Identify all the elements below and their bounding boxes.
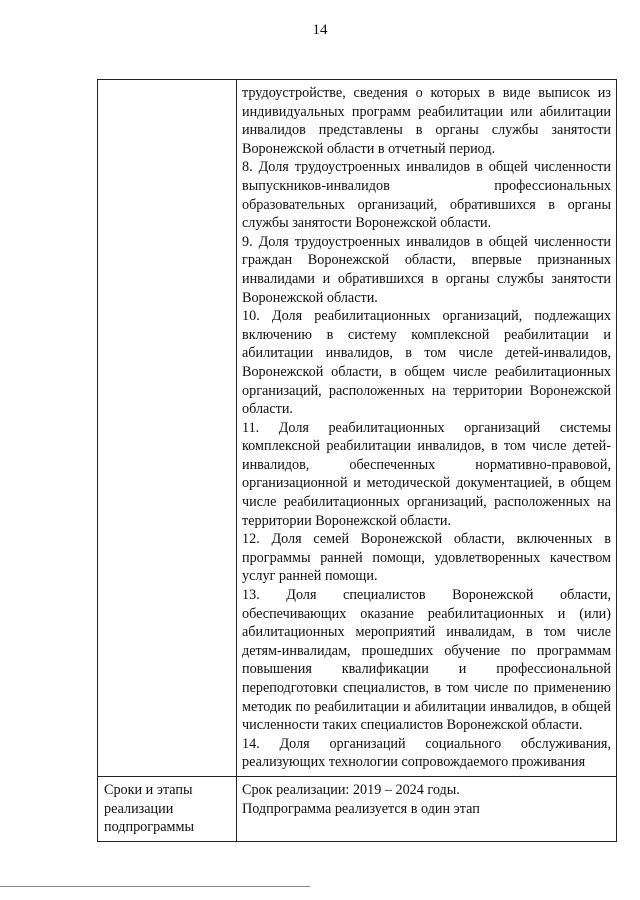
indicator-item: 8. Доля трудоустроенных инвалидов в общей численности выпускников-инвалидов профессиональных образовательных организаций, обратившихся в органы службы занятости Воронежской области. <box>242 159 611 232</box>
terms-label-line: реализации <box>104 800 174 817</box>
terms-label-line: Сроки и этапы <box>104 781 193 798</box>
table-cell-indicators <box>237 80 617 777</box>
terms-label-line: подпрограммы <box>104 819 194 836</box>
table-cell-label <box>98 80 237 777</box>
page-number: 14 <box>312 22 328 38</box>
indicator-item: 11. Доля реабилитационных организаций системы комплексной реабилитации инвалидов, в том числе детей-инвалидов, обеспеченных нормативно-правовой, организационной и методической документацией, в общем числе реабилитационных организаций, расположенных на территории Воронежской области. <box>242 419 611 529</box>
indicator-item: 10. Доля реабилитационных организаций, подлежащих включению в систему комплексной реабилитации и абилитации инвалидов, в том числе детей-инвалидов, Воронежской области, в общем числе реабилитационных организаций, расположенных на территории Воронежской области. <box>242 308 611 418</box>
table-row-terms <box>98 776 617 841</box>
table-cell-terms-label <box>98 776 237 841</box>
terms-value-line: Срок реализации: 2019 – 2024 годы. <box>242 781 460 798</box>
table-row-indicators <box>98 80 617 777</box>
indicator-item: 14. Доля организаций социального обслуживания, реализующих технологии сопровождаемого проживания <box>242 735 611 771</box>
indicator-item: 12. Доля семей Воронежской области, включенных в программы ранней помощи, удовлетворенных качеством услуг ранней помощи. <box>242 531 611 585</box>
indicator-item: трудоустройстве, сведения о которых в виде выписок из индивидуальных программ реабилитации или абилитации инвалидов представлены в органы службы занятости Воронежской области в отчетный период. <box>242 85 611 157</box>
footer-rule <box>0 886 310 887</box>
subprogram-passport-table <box>97 79 617 842</box>
terms-value-line: Подпрограмма реализуется в один этап <box>242 800 480 817</box>
indicator-item: 9. Доля трудоустроенных инвалидов в общей численности граждан Воронежской области, впервые признанных инвалидами и обратившихся в органы службы занятости Воронежской области. <box>242 233 611 306</box>
table-cell-terms-value <box>237 776 617 841</box>
indicator-item: 13. Доля специалистов Воронежской области, обеспечивающих оказание реабилитационных и (или) абилитационных мероприятий инвалидам, в том числе детям-инвалидам, прошедших обучение по программам повышения квалификации и профессиональной переподготовки специалистов, в том числе по применению методик по реабилитации и абилитации инвалидов, в общей численности таких специалистов Воронежской области. <box>242 587 611 734</box>
